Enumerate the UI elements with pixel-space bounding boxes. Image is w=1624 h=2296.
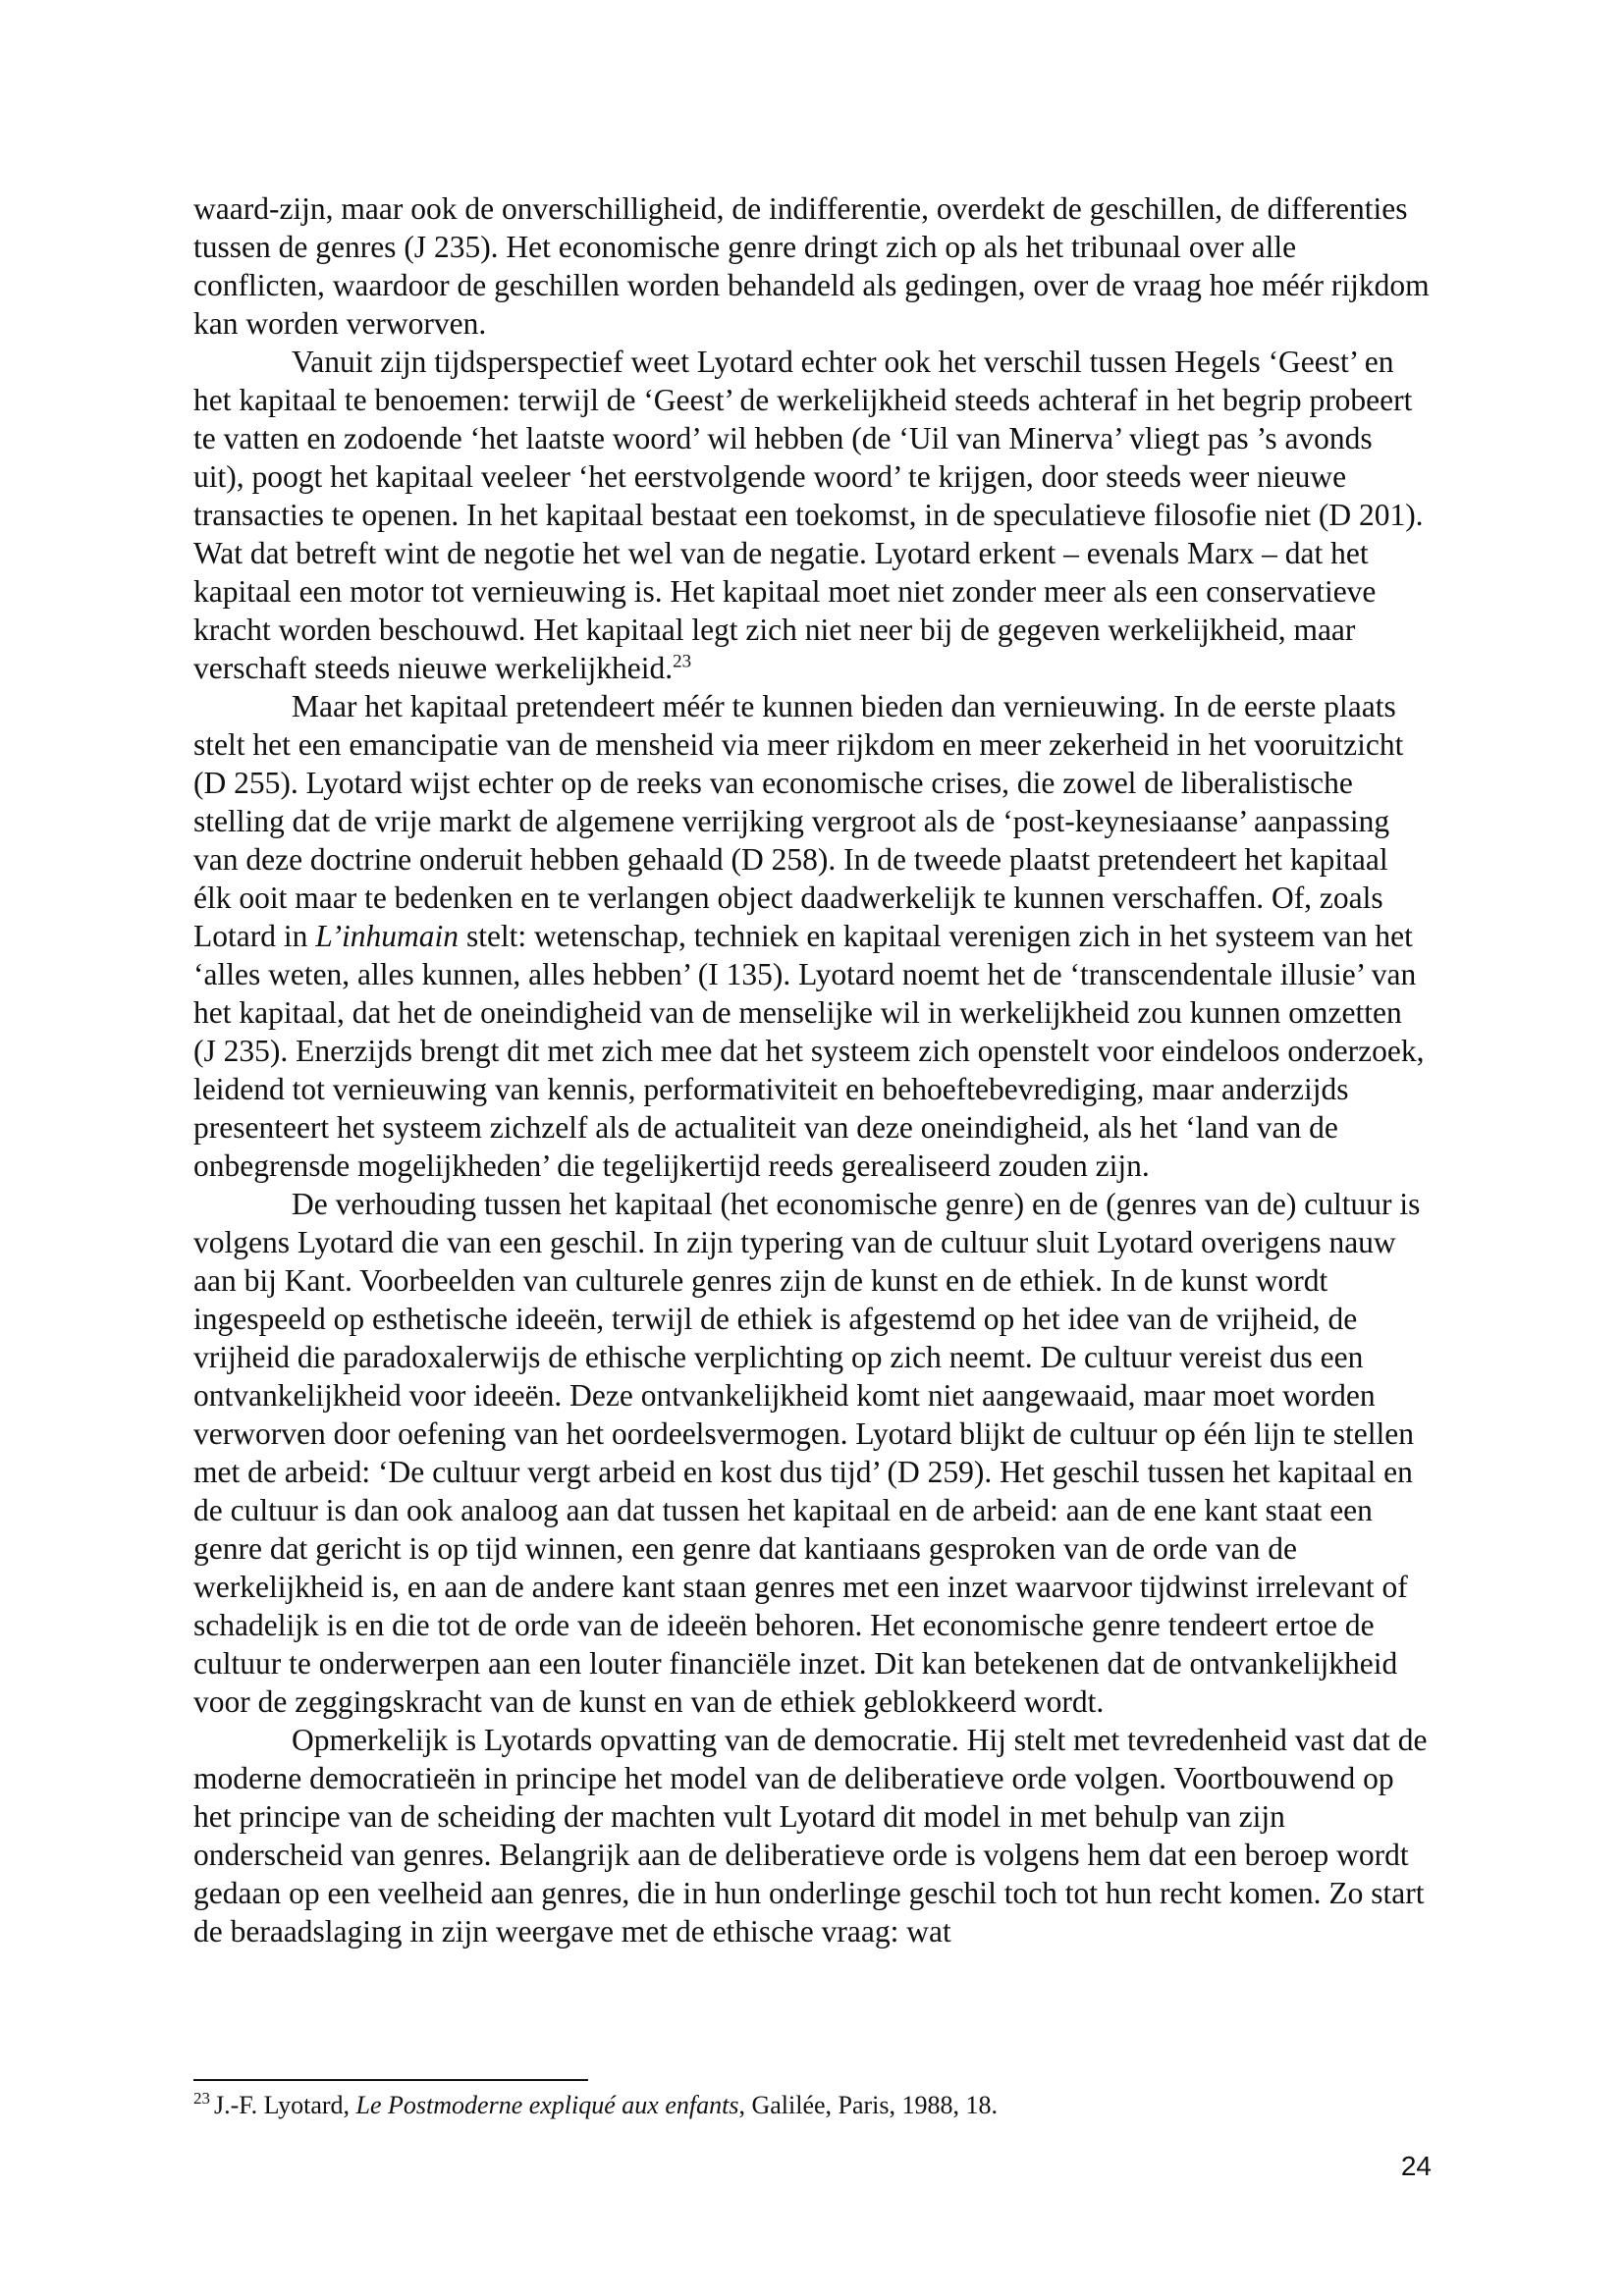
page-number: 24 <box>1400 2151 1432 2181</box>
paragraph-1 <box>193 189 1431 343</box>
footnote-title: Le Postmoderne expliqué aux enfants <box>355 2091 739 2119</box>
footnote-number: 23 <box>193 2089 210 2109</box>
footnote <box>193 2089 1431 2122</box>
paragraph-5-text: Opmerkelijk is Lyotards opvatting van de democratie. Hij stelt met tevredenheid vast dat de moderne democratieën in principe het model van de deliberatieve orde volgen. Voortbouwend op het principe van de scheiding der machten vult Lyotard dit model in met behulp van zijn onderscheid van genres. Belangrijk aan de deliberatieve orde is volgens hem dat een beroep wordt gedaan op een veelheid aan genres, die in hun onderlinge geschil toch tot hun recht komen. Zo start de beraadslaging in zijn weergave met de ethische vraag: wat <box>193 1723 1428 1949</box>
paragraph-4-text: De verhouding tussen het kapitaal (het economische genre) en de (genres van de) cultuur is volgens Lyotard die van een geschil. In zijn typering van de cultuur sluit Lyotard overigens nauw aan bij Kant. Voorbeelden van culturele genres zijn de kunst en de ethiek. In de kunst wordt ingespeeld op esthetische ideeën, terwijl de ethiek is afgestemd op het idee van de vrijheid, de vrijheid die paradoxalerwijs de ethische verplichting op zich neemt. De cultuur vereist dus een ontvankelijkheid voor ideeën. Deze ontvankelijkheid komt niet aangewaaid, maar moet worden verworven door oefening van het oordeelsvermogen. Lyotard blijkt de cultuur op één lijn te stellen met de arbeid: ‘De cultuur vergt arbeid en kost dus tijd’ (D 259). Het geschil tussen het kapitaal en de cultuur is dan ook analoog aan dat tussen het kapitaal en de arbeid: aan de ene kant staat een genre dat gericht is op tijd winnen, een genre dat kantiaans gesproken van de orde van de werkelijkheid is, en aan de andere kant staan genres met een inzet waarvoor tijdwinst irrelevant of schadelijk is en die tot de orde van de ideeën behoren. Het economische genre tendeert ertoe de cultuur te onderwerpen aan een louter financiële inzet. Dit kan betekenen dat de ontvankelijkheid voor de zeggingskracht van de kunst en van de ethiek geblokkeerd wordt. <box>193 1187 1421 1719</box>
paragraph-2-text: Vanuit zijn tijdsperspectief weet Lyotard echter ook het verschil tussen Hegels ‘Geest’ en het kapitaal te benoemen: terwijl de ‘Geest’ de werkelijkheid steeds achteraf in het begrip probeert te vatten en zodoende ‘het laatste woord’ wil hebben (de ‘Uil van Minerva’ vliegt pas ’s avonds uit), poogt het kapitaal veeleer ‘het eerstvolgende woord’ te krijgen, door steeds weer nieuwe transacties te openen. In het kapitaal bestaat een toekomst, in de speculatieve filosofie niet (D 201). Wat dat betreft wint de negotie het wel van de negatie. Lyotard erkent – evenals Marx – dat het kapitaal een motor tot vernieuwing is. Het kapitaal moet niet zonder meer als een conservatieve kracht worden beschouwd. Het kapitaal legt zich niet neer bij de gegeven werkelijkheid, maar verschaft steeds nieuwe werkelijkheid. <box>193 345 1424 685</box>
paragraph-3-text-before: Maar het kapitaal pretendeert méér te kunnen bieden dan vernieuwing. In de eerste plaats stelt het een emancipatie van de mensheid via meer rijkdom en meer zekerheid in het vooruitzicht (D 255). Lyotard wijst echter op de reeks van economische crises, die zowel de liberalistische stelling dat de vrije markt de algemene verrijking vergroot als de ‘post-keynesiaanse’ aanpassing van deze doctrine onderuit hebben gehaald (D 258). In de tweede plaatst pretendeert het kapitaal élk ooit maar te bedenken en te verlangen object daadwerkelijk te kunnen verschaffen. Of, zoals Lotard in <box>193 689 1404 953</box>
paragraph-5 <box>193 1721 1431 1950</box>
page-body <box>193 189 1431 1950</box>
footnote-separator <box>193 2079 588 2081</box>
paragraph-2 <box>193 343 1431 687</box>
paragraph-1-text: waard-zijn, maar ook de onverschilligheid, de indifferentie, overdekt de geschillen, de differenties tussen de genres (J 235). Het economische genre dringt zich op als het tribunaal over alle conflicten, waardoor de geschillen worden behandeld als gedingen, over de vraag hoe méér rijkdom kan worden verworven. <box>193 191 1430 341</box>
paragraph-3-text-after: stelt: wetenschap, techniek en kapitaal verenigen zich in het systeem van het ‘alles weten, alles kunnen, alles hebben’ (I 135). Lyotard noemt het de ‘transcendentale illusie’ van het kapitaal, dat het de oneindigheid van de menselijke wil in werkelijkheid zou kunnen omzetten (J 235). Enerzijds brengt dit met zich mee dat het systeem zich openstelt voor eindeloos onderzoek, leidend tot vernieuwing van kennis, performativiteit en behoeftebevrediging, maar anderzijds presenteert het systeem zichzelf als de actualiteit van deze oneindigheid, als het ‘land van de onbegrensde mogelijkheden’ die tegelijkertijd reeds gerealiseerd zouden zijn. <box>193 919 1425 1183</box>
paragraph-4 <box>193 1185 1431 1721</box>
footnote-publication: , Galilée, Paris, 1988, 18. <box>738 2091 999 2119</box>
paragraph-3 <box>193 687 1431 1185</box>
book-title-italic: L’inhumain <box>315 919 460 953</box>
footnote-reference[interactable]: 23 <box>673 651 692 672</box>
footnote-author: J.-F. Lyotard, <box>214 2091 356 2119</box>
